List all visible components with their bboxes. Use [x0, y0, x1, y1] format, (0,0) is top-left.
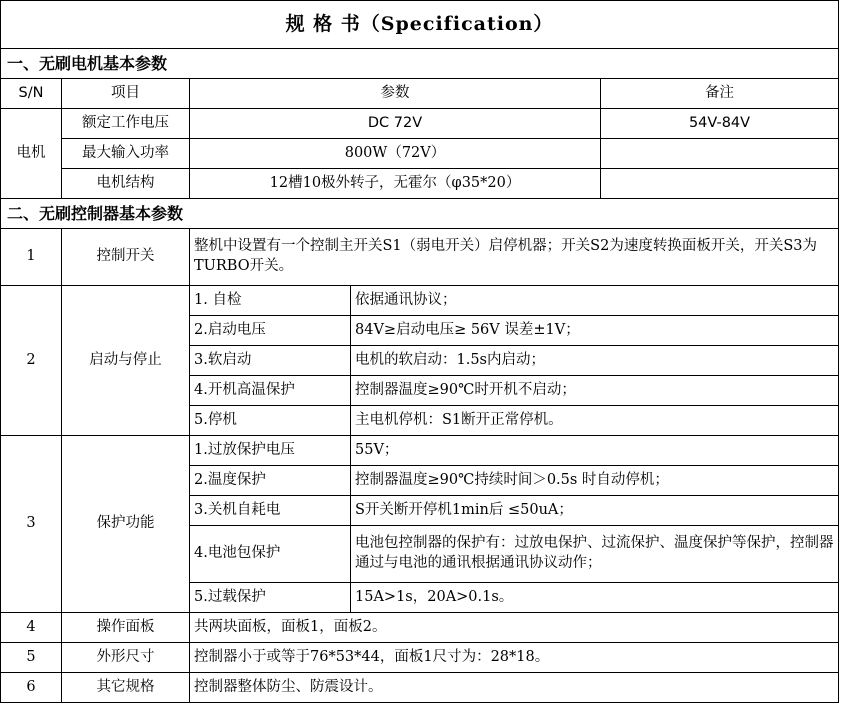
row-item: 操作面板 [62, 613, 190, 643]
sub-item-label: 3.关机自耗电 [190, 496, 351, 526]
table-row [1, 286, 839, 316]
motor-header-row [1, 79, 839, 109]
row-item: 外形尺寸 [62, 643, 190, 673]
row-number: 2 [1, 286, 62, 436]
sub-item-label: 5.过载保护 [190, 583, 351, 613]
table-row [1, 643, 839, 673]
sub-item-text: 控制器温度≥90℃持续时间＞0.5s 时自动停机； [351, 466, 839, 496]
sub-item-text: 84V≥启动电压≥ 56V 误差±1V； [351, 316, 839, 346]
motor-note [601, 169, 839, 199]
sub-item-label: 5.停机 [190, 406, 351, 436]
motor-section-heading: 一、无刷电机基本参数 [1, 49, 839, 79]
sub-item-text: 15A>1s，20A>0.1s。 [351, 583, 839, 613]
motor-item: 最大输入功率 [62, 139, 190, 169]
motor-item: 额定工作电压 [62, 109, 190, 139]
sub-item-text: 控制器温度≥90℃时开机不启动； [351, 376, 839, 406]
item-header: 项目 [62, 79, 190, 109]
sub-item-text: 电机的软启动：1.5s内启动； [351, 346, 839, 376]
sub-item-label: 2.温度保护 [190, 466, 351, 496]
sub-item-text: 主电机停机：S1断开正常停机。 [351, 406, 839, 436]
row-item: 保护功能 [62, 436, 190, 613]
motor-value: 12槽10极外转子，无霍尔（φ35*20） [190, 169, 601, 199]
table-row [1, 673, 839, 703]
row-item: 控制开关 [62, 229, 190, 286]
sub-item-label: 3.软启动 [190, 346, 351, 376]
sub-item-label: 4.电池包保护 [190, 526, 351, 583]
document-title: 规 格 书（Specification） [1, 1, 839, 49]
row-number: 3 [1, 436, 62, 613]
sub-item-text: 依据通讯协议； [351, 286, 839, 316]
row-number: 5 [1, 643, 62, 673]
motor-item: 电机结构 [62, 169, 190, 199]
row-text: 控制器小于或等于76*53*44，面板1尺寸为：28*18。 [190, 643, 839, 673]
row-text: 共两块面板，面板1，面板2。 [190, 613, 839, 643]
row-text: 整机中设置有一个控制主开关S1（弱电开关）启停机器；开关S2为速度转换面板开关，开关S3为TURBO开关。 [190, 229, 839, 286]
row-text: 控制器整体防尘、防震设计。 [190, 673, 839, 703]
controller-section-heading: 二、无刷控制器基本参数 [1, 199, 839, 229]
table-row [1, 613, 839, 643]
sub-item-label: 1.过放保护电压 [190, 436, 351, 466]
param-header: 参数 [190, 79, 601, 109]
table-row [1, 139, 839, 169]
row-number: 6 [1, 673, 62, 703]
row-item: 其它规格 [62, 673, 190, 703]
row-item: 启动与停止 [62, 286, 190, 436]
sn-header: S/N [1, 79, 62, 109]
table-row [1, 436, 839, 466]
motor-note [601, 139, 839, 169]
motor-value: 800W（72V） [190, 139, 601, 169]
note-header: 备注 [601, 79, 839, 109]
motor-value: DC 72V [190, 109, 601, 139]
sub-item-label: 4.开机高温保护 [190, 376, 351, 406]
table-row [1, 109, 839, 139]
sub-item-text: S开关断开停机1min后 ≤50uA； [351, 496, 839, 526]
sub-item-label: 1. 自检 [190, 286, 351, 316]
motor-note: 54V-84V [601, 109, 839, 139]
table-row [1, 169, 839, 199]
sub-item-label: 2.启动电压 [190, 316, 351, 346]
row-number: 4 [1, 613, 62, 643]
sub-item-text: 55V； [351, 436, 839, 466]
motor-group-label: 电机 [1, 109, 62, 199]
row-number: 1 [1, 229, 62, 286]
sub-item-text: 电池包控制器的保护有：过放电保护、过流保护、温度保护等保护，控制器通过与电池的通讯根据通讯协议动作； [351, 526, 839, 583]
table-row [1, 229, 839, 286]
